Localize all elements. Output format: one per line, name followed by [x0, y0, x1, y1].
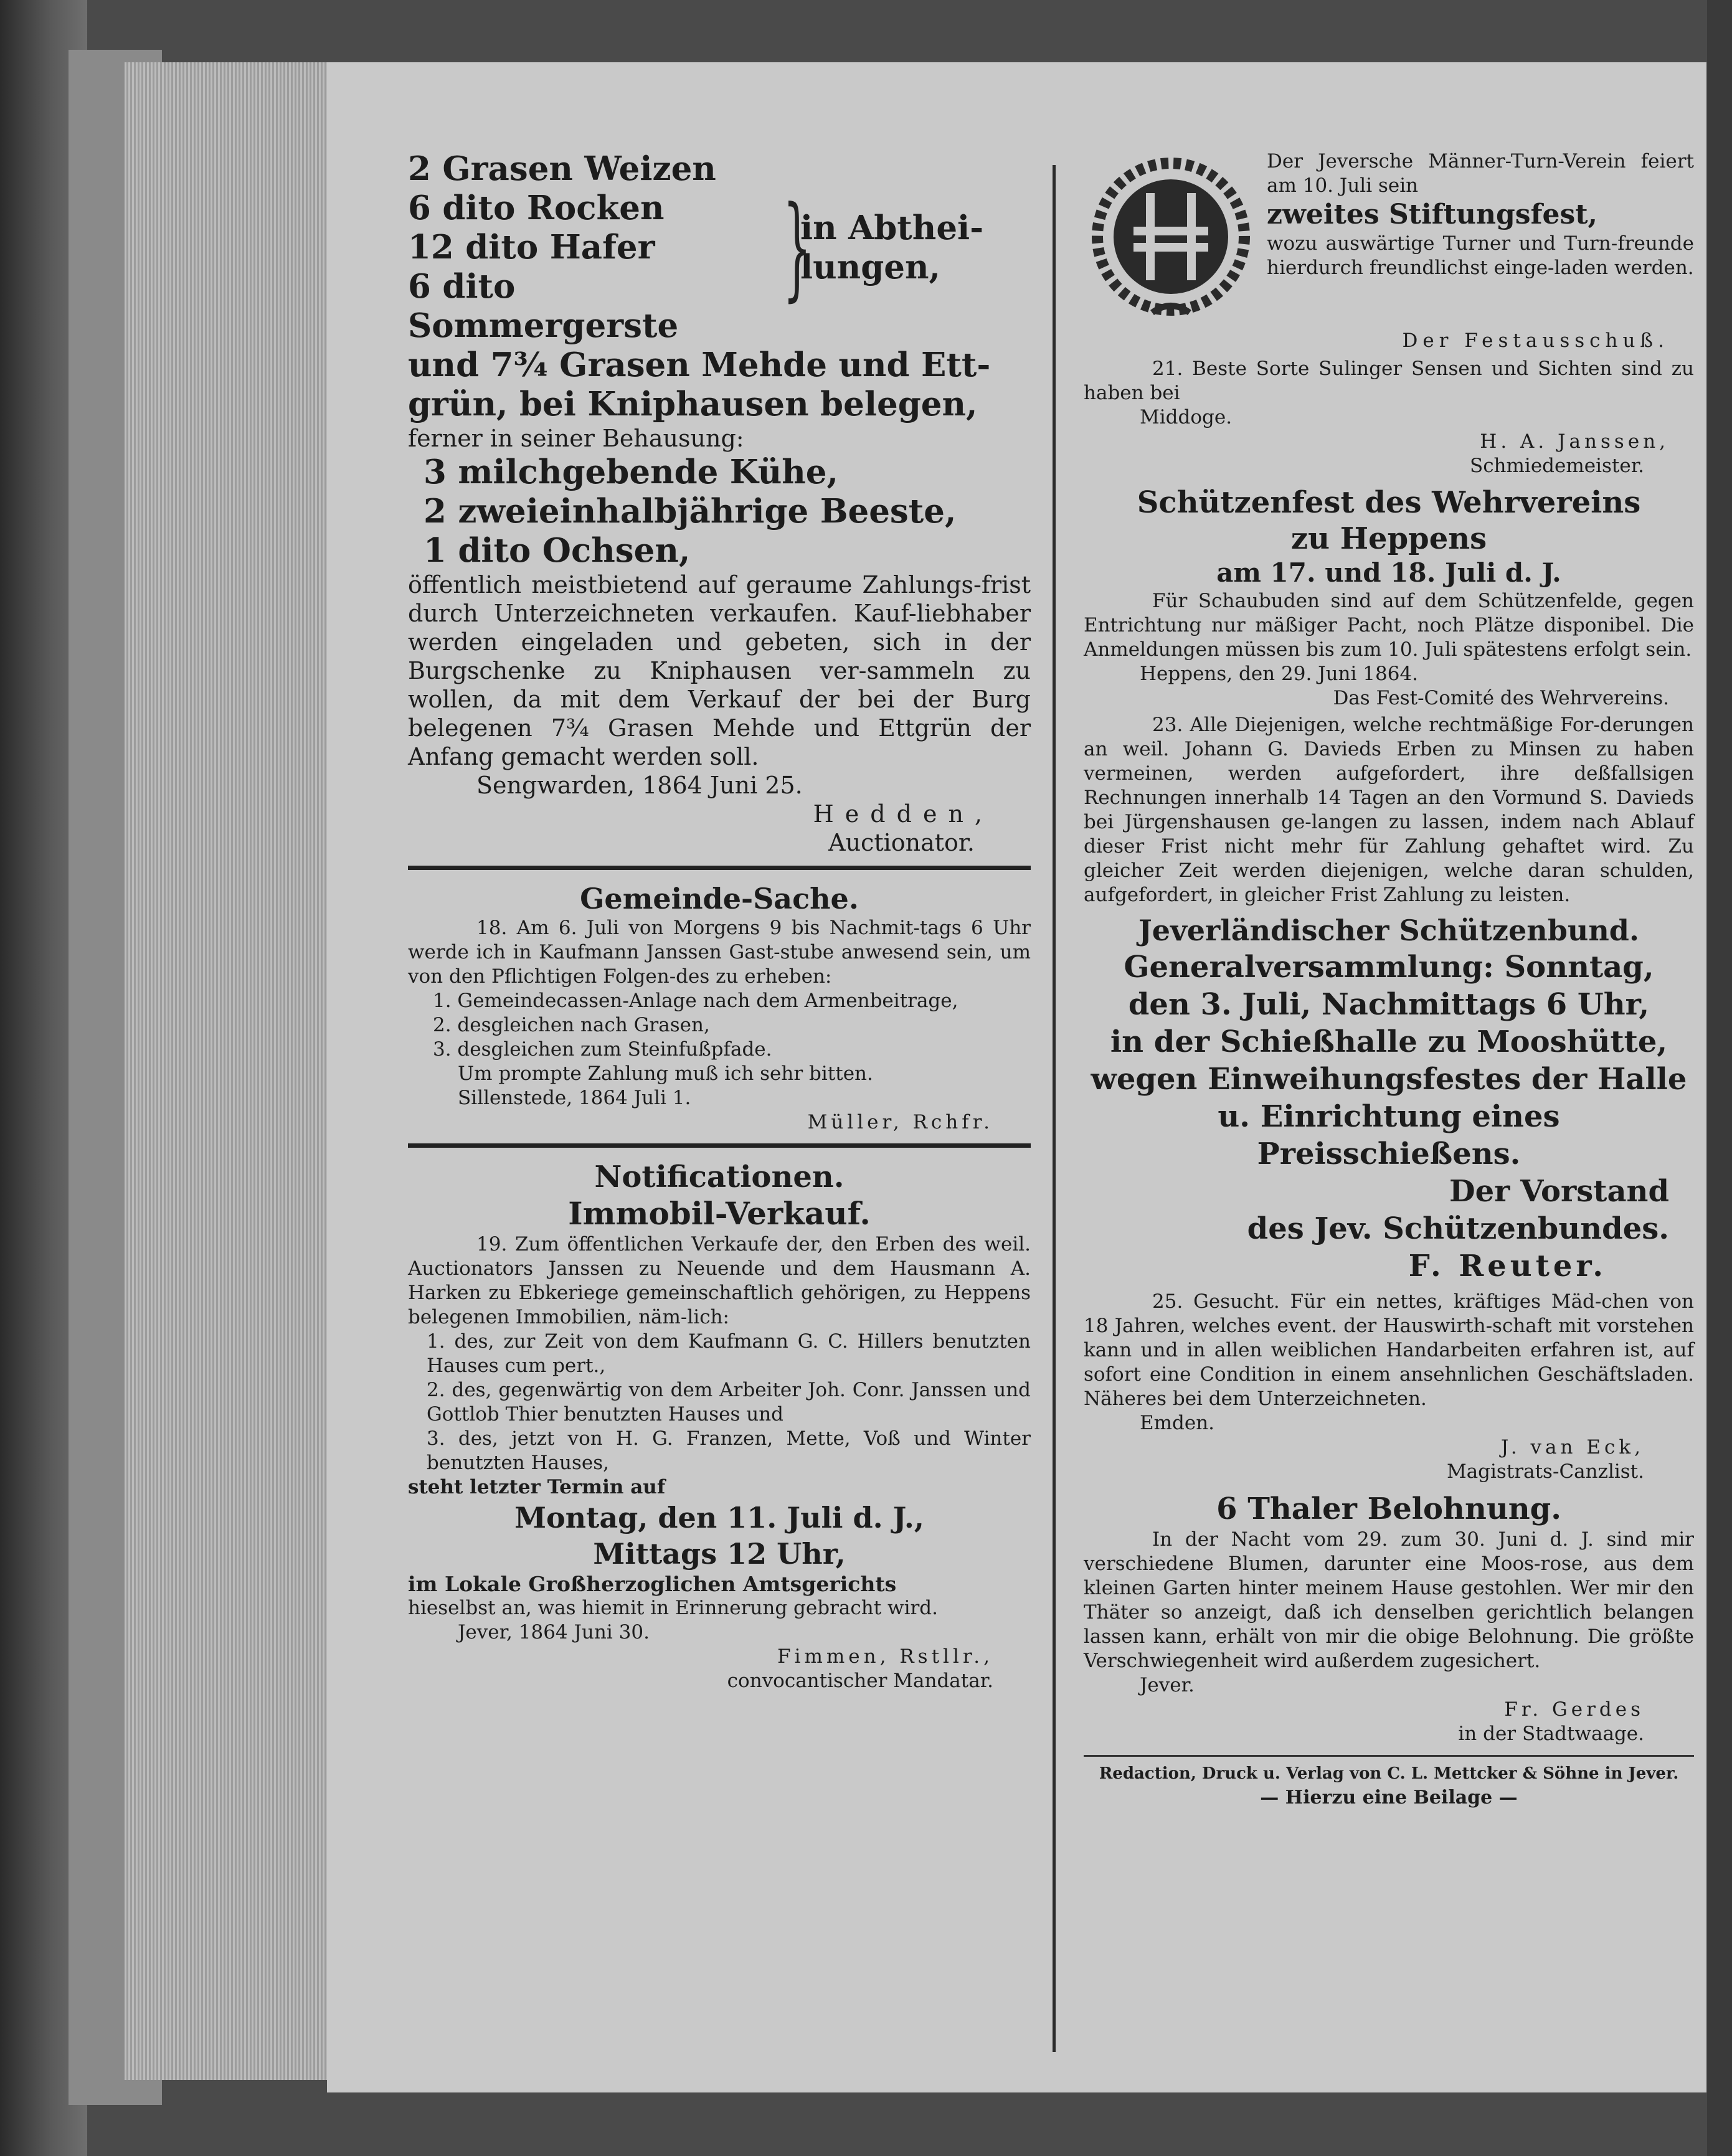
immobil-title: Immobil-Verkauf. [568, 1195, 871, 1232]
next-page-edge [1707, 0, 1732, 2156]
gesucht-text: 25. Gesucht. Für ein nettes, kräftiges Mäd-chen von 18 Jahren, welches event. der Hauswirth-schaft mit vorstehen kann und in allen weiblichen Handarbeiten erfahren ist, auf sofort eine Condition in einem ansehnlichen Geschäftsladen. Näheres bei dem Unterzeichneten. [1084, 1290, 1694, 1410]
belohnung-text: In der Nacht vom 29. zum 30. Juni d. J. sind mir verschiedene Blumen, darunter eine Moos-rose, aus dem kleinen Garten hinter meinem Hause gestohlen. Wer mir den Thäter so anzeigt, daß ich denselben gerichtlich belangen lassen kann, erhält von mir die obige Belohnung. Die größte Verschwiegenheit wird außerdem zugesichert. [1084, 1528, 1694, 1672]
grain-item: 12 dito Hafer [408, 228, 655, 267]
newspaper-page [327, 62, 1706, 2092]
belohnung-signer: Fr. Gerdes [1504, 1698, 1644, 1721]
bund-line: wegen Einweihungsfestes der Halle [1091, 1062, 1687, 1097]
turner-emblem-icon [1084, 149, 1258, 324]
sensen-text: 21. Beste Sorte Sulinger Sensen und Sichten sind zu haben bei [1084, 357, 1694, 404]
auction-role: Auctionator. [828, 829, 975, 856]
bund-line: u. Einrichtung eines Preisschießens. [1218, 1099, 1560, 1171]
meadow-line: und 7¾ Grasen Mehde und Ett- [408, 346, 991, 384]
schuetzen-place: Heppens, den 29. Juni 1864. [1140, 663, 1419, 685]
column-divider [1053, 165, 1056, 2052]
gesucht-signer: J. van Eck, [1500, 1436, 1644, 1459]
turn-text-b: wozu auswärtige Turner und Turn-freunde hierdurch freundlichst einge-laden werden. [1267, 232, 1694, 279]
gemeinde-list-item: 3. desgleichen zum Steinfußpfade. [433, 1038, 772, 1061]
immobil-list-item: 3. des, jetzt von H. G. Franzen, Mette, Voß und Winter benutzten Hauses, [427, 1427, 1031, 1474]
bund-line: Generalversammlung: Sonntag, [1124, 950, 1654, 985]
gesucht-role: Magistrats-Canzlist. [1446, 1460, 1644, 1483]
turn-text-a: Der Jeversche Männer-Turn-Verein feiert am 10. Juli sein [1267, 150, 1694, 197]
immobil-role: convocantischer Mandatar. [727, 1670, 993, 1692]
davids-text: 23. Alle Diejenigen, welche rechtmäßige For-derungen an weil. Johann G. Davieds Erben zu Minsen zu haben vermeinen, werden aufgefordert, ihre deßfallsigen Rechnungen innerhalb 14 Tagen an den Vormund S. Davieds bei Jürgenshausen ge-langen zu lassen, indem nach Ablauf dieser Frist nicht mehr für Zahlung gehaftet wird. Zu gleicher Zeit werden diejenigen, welche daran schulden, aufgefordert, in gleicher Frist Zahlung zu leisten. [1084, 714, 1694, 906]
belohnung-place: Jever. [1140, 1674, 1195, 1696]
auction-date: Sengwarden, 1864 Juni 25. [476, 772, 803, 799]
sensen-place: Middoge. [1140, 406, 1233, 428]
turn-signer: Der Festausschuß. [1402, 329, 1669, 352]
bund-line: in der Schießhalle zu Mooshütte, [1110, 1024, 1668, 1059]
gemeinde-please: Um prompte Zahlung muß ich sehr bitten. [458, 1062, 873, 1085]
immobil-list-item: 2. des, gegenwärtig von dem Arbeiter Joh. Conr. Janssen und Gottlob Thier benutzten Hauses und [427, 1379, 1031, 1426]
immobil-place: im Lokale Großherzoglichen Amtsgerichts [408, 1572, 897, 1596]
beilage-note: — Hierzu eine Beilage — [1260, 1787, 1518, 1808]
livestock-item: 1 dito Ochsen, [424, 531, 691, 570]
ferner-line: ferner in seiner Behausung: [408, 425, 744, 452]
turn-headline: zweites Stiftungsfest, [1267, 199, 1597, 230]
notif-title: Notificationen. [594, 1160, 845, 1194]
immobil-intro: 19. Zum öffentlichen Verkaufe der, den Erben des weil. Auctionators Janssen zu Neuende und dem Hausmann A. Harken zu Ebkeriege gemeinschaftlich gehörigen, zu Heppens belegenen Immobilien, näm-lich: [408, 1233, 1031, 1328]
auction-signer: Hedden, [813, 800, 993, 828]
bund-sig3: F. Reuter. [1408, 1249, 1607, 1284]
belohnung-title: 6 Thaler Belohnung. [1216, 1492, 1561, 1526]
immobil-day: Montag, den 11. Juli d. J., [514, 1501, 924, 1534]
gemeinde-date: Sillenstede, 1864 Juli 1. [458, 1087, 691, 1109]
sensen-role: Schmiedemeister. [1469, 455, 1644, 477]
grain-item: 6 dito Rocken [408, 189, 665, 227]
imprint-rule [1084, 1755, 1694, 1757]
bund-line: den 3. Juli, Nachmittags 6 Uhr, [1128, 987, 1650, 1022]
immobil-list-item: 1. des, zur Zeit von dem Kaufmann G. C. Hillers benutzten Hauses cum pert., [427, 1330, 1031, 1377]
livestock-item: 3 milchgebende Kühe, [424, 453, 838, 491]
schuetzen-sub: zu Heppens [1290, 521, 1487, 556]
gemeinde-signer: Müller, Rchfr. [807, 1111, 993, 1133]
immobil-signer: Fimmen, Rstllr., [777, 1645, 993, 1668]
grain-item: 2 Grasen Weizen [408, 149, 716, 188]
schuetzen-title: Schützenfest des Wehrvereins [1137, 485, 1641, 520]
immobil-time: Mittags 12 Uhr, [593, 1537, 846, 1571]
belohnung-role: in der Stadtwaage. [1458, 1723, 1644, 1745]
bund-title: Jeverländischer Schützenbund. [1138, 914, 1639, 947]
section-rule [408, 866, 1031, 870]
livestock-item: 2 zweieinhalbjährige Beeste, [424, 492, 957, 531]
gemeinde-intro: 18. Am 6. Juli von Morgens 9 bis Nachmit-tags 6 Uhr werde ich in Kaufmann Janssen Gast-stube anwesend sein, um von den Pflichtigen Folgen-des zu erheben: [408, 917, 1031, 988]
left-column [408, 149, 1031, 1693]
brace-icon: } [783, 182, 812, 313]
grain-item: 6 dito Sommergerste [408, 267, 679, 345]
gemeinde-title: Gemeinde-Sache. [580, 882, 859, 915]
schuetzen-text: Für Schaubuden sind auf dem Schützenfelde, gegen Entrichtung nur mäßiger Pacht, noch Plätze disponibel. Die Anmeldungen müssen bis zum 10. Juli spätestens erfolgt sein. [1084, 590, 1694, 661]
immobil-termin: steht letzter Termin auf [408, 1476, 666, 1498]
immobil-note: hieselbst an, was hiemit in Erinnerung gebracht wird. [408, 1597, 939, 1619]
meadow-location: grün, bei Kniphausen belegen, [408, 385, 978, 423]
page-edges [125, 62, 330, 2080]
right-column [1084, 149, 1694, 1812]
brace-note: in Abthei- lungen, [800, 208, 984, 286]
imprint: Redaction, Druck u. Verlag von C. L. Mettcker & Söhne in Jever. [1099, 1764, 1679, 1783]
auction-text: öffentlich meistbietend auf geraume Zahlungs-frist durch Unterzeichneten verkaufen. Kauf-liebhaber werden eingeladen und gebeten, sich in der Burgschenke zu Kniphausen ver-sammeln zu wollen, da mit dem Verkauf der bei der Burg belegenen 7¾ Grasen Mehde und Ettgrün der Anfang gemacht werden soll. [408, 571, 1031, 770]
bund-sig1: Der Vorstand [1449, 1174, 1669, 1209]
gesucht-place: Emden. [1140, 1412, 1215, 1434]
section-rule [408, 1143, 1031, 1148]
gemeinde-list-item: 2. desgleichen nach Grasen, [433, 1014, 710, 1036]
sensen-signer: H. A. Janssen, [1480, 430, 1669, 453]
schuetzen-date: am 17. und 18. Juli d. J. [1216, 557, 1561, 588]
immobil-date: Jever, 1864 Juni 30. [458, 1621, 650, 1643]
schuetzen-signer: Das Fest-Comité des Wehrvereins. [1333, 687, 1669, 709]
grain-list [408, 149, 1031, 346]
gemeinde-list-item: 1. Gemeindecassen-Anlage nach dem Armenbeitrage, [433, 990, 958, 1012]
bund-sig2: des Jev. Schützenbundes. [1247, 1211, 1669, 1246]
